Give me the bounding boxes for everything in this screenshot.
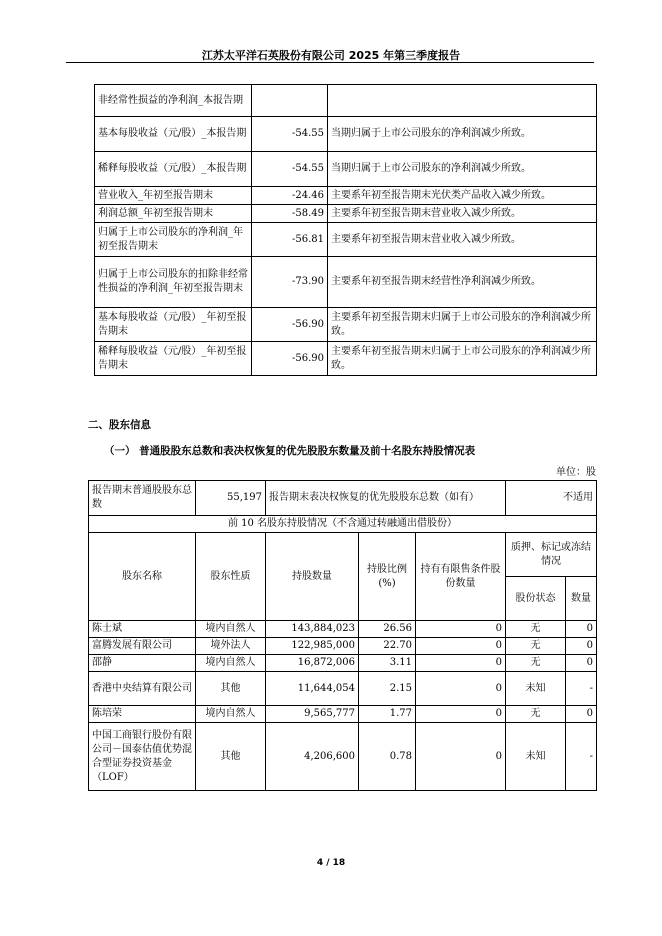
- table-row: [95, 117, 597, 152]
- table-row: [89, 638, 597, 655]
- holder-restricted: 0: [416, 723, 506, 791]
- holder-shares: 143,884,023: [266, 621, 359, 638]
- item-cell: 稀释每股收益（元/股）_年初至报告期末: [95, 342, 252, 376]
- table-row: [89, 621, 597, 638]
- table-row: [95, 223, 597, 257]
- table-row: [95, 85, 597, 117]
- reason-cell: 主要系年初至报告期末归属于上市公司股东的净利润减少所致。: [328, 308, 597, 342]
- shareholders-table: [88, 480, 597, 791]
- holder-restricted: 0: [416, 638, 506, 655]
- holder-ratio: 0.78: [359, 723, 416, 791]
- holder-name: 中国工商银行股份有限公司－国泰估值优势混合型证券投资基金（LOF）: [89, 723, 196, 791]
- value-cell: -54.55: [252, 117, 328, 152]
- holder-shares: 11,644,054: [266, 672, 359, 706]
- holder-type: 境内自然人: [196, 706, 266, 723]
- top10-title-row: [89, 516, 597, 533]
- holder-status: 未知: [506, 672, 566, 706]
- item-cell: 归属于上市公司股东的净利润_年初至报告期末: [95, 223, 252, 257]
- holder-ratio: 26.56: [359, 621, 416, 638]
- holder-ratio: 2.15: [359, 672, 416, 706]
- item-cell: 营业收入_年初至报告期末: [95, 187, 252, 205]
- reason-cell: 主要系年初至报告期末光伏类产品收入减少所致。: [328, 187, 597, 205]
- holder-status: 无: [506, 621, 566, 638]
- col-header-status: 股份状态: [506, 577, 566, 621]
- col-header-qty: 数量: [566, 577, 597, 621]
- item-cell: 基本每股收益（元/股）_本报告期: [95, 117, 252, 152]
- table-row: [89, 672, 597, 706]
- table-row: [89, 723, 597, 791]
- item-cell: 非经常性损益的净利润_本报告期: [95, 85, 252, 117]
- table-row: [89, 706, 597, 723]
- holder-name: 陈士斌: [89, 621, 196, 638]
- holder-name: 香港中央结算有限公司: [89, 672, 196, 706]
- holder-name: 陈培荣: [89, 706, 196, 723]
- holder-type: 境内自然人: [196, 655, 266, 672]
- reason-cell: 主要系年初至报告期末归属于上市公司股东的净利润减少所致。: [328, 342, 597, 376]
- table-row: [95, 257, 597, 308]
- holder-type: 境内自然人: [196, 621, 266, 638]
- holder-restricted: 0: [416, 621, 506, 638]
- value-cell: -73.90: [252, 257, 328, 308]
- col-header-type: 股东性质: [196, 533, 266, 621]
- col-header-restricted: 持有有限售条件股份数量: [416, 533, 506, 621]
- top10-title: 前 10 名股东持股情况（不含通过转融通出借股份）: [89, 516, 597, 533]
- value-cell: -54.55: [252, 152, 328, 187]
- value-cell: -58.49: [252, 205, 328, 223]
- item-cell: 基本每股收益（元/股）_年初至报告期末: [95, 308, 252, 342]
- reason-cell: 当期归属于上市公司股东的净利润减少所致。: [328, 117, 597, 152]
- value-cell: -24.46: [252, 187, 328, 205]
- holder-qty: 0: [566, 655, 597, 672]
- value-cell: -56.90: [252, 308, 328, 342]
- col-header-shares: 持股数量: [266, 533, 359, 621]
- reason-cell: 主要系年初至报告期末营业收入减少所致。: [328, 223, 597, 257]
- col-header-pledge: 质押、标记或冻结情况: [506, 533, 597, 577]
- holder-qty: -: [566, 723, 597, 791]
- col-header-ratio: 持股比例(%): [359, 533, 416, 621]
- total-holders-value: 55,197: [196, 481, 266, 516]
- holder-status: 无: [506, 655, 566, 672]
- holder-status: 未知: [506, 723, 566, 791]
- holder-status: 无: [506, 706, 566, 723]
- total-holders-label: 报告期末普通股股东总数: [89, 481, 196, 516]
- holder-restricted: 0: [416, 706, 506, 723]
- table-row: [95, 342, 597, 376]
- reason-cell: 当期归属于上市公司股东的净利润减少所致。: [328, 152, 597, 187]
- col-header-name: 股东名称: [89, 533, 196, 621]
- unit-label: 单位：股: [556, 467, 596, 478]
- holder-ratio: 3.11: [359, 655, 416, 672]
- table-row: [89, 655, 597, 672]
- header-divider: [66, 62, 594, 63]
- holder-name: 富腾发展有限公司: [89, 638, 196, 655]
- holder-type: 其他: [196, 723, 266, 791]
- item-cell: 归属于上市公司股东的扣除非经常性损益的净利润_年初至报告期末: [95, 257, 252, 308]
- holder-status: 无: [506, 638, 566, 655]
- table-row: [95, 152, 597, 187]
- section-subtitle: （一） 普通股股东总数和表决权恢复的优先股股东数量及前十名股东持股情况表: [104, 445, 476, 457]
- holder-ratio: 22.70: [359, 638, 416, 655]
- holder-qty: -: [566, 672, 597, 706]
- table-row: [95, 205, 597, 223]
- holder-restricted: 0: [416, 655, 506, 672]
- page-number: 4 / 18: [316, 858, 346, 868]
- holder-shares: 4,206,600: [266, 723, 359, 791]
- holder-type: 其他: [196, 672, 266, 706]
- header-row: [89, 533, 597, 577]
- pref-holders-label: 报告期末表决权恢复的优先股股东总数（如有）: [266, 481, 506, 516]
- holder-restricted: 0: [416, 672, 506, 706]
- holder-shares: 122,985,000: [266, 638, 359, 655]
- value-cell: [252, 85, 328, 117]
- holder-shares: 9,565,777: [266, 706, 359, 723]
- reason-cell: 主要系年初至报告期末经营性净利润减少所致。: [328, 257, 597, 308]
- holder-qty: 0: [566, 621, 597, 638]
- change-reasons-table: [94, 84, 597, 376]
- holder-name: 邵静: [89, 655, 196, 672]
- value-cell: -56.81: [252, 223, 328, 257]
- item-cell: 稀释每股收益（元/股）_本报告期: [95, 152, 252, 187]
- pref-holders-value: 不适用: [506, 481, 597, 516]
- holder-qty: 0: [566, 638, 597, 655]
- reason-cell: [328, 85, 597, 117]
- summary-row: [89, 481, 597, 516]
- holder-type: 境外法人: [196, 638, 266, 655]
- table-row: [95, 308, 597, 342]
- table-row: [95, 187, 597, 205]
- item-cell: 利润总额_年初至报告期末: [95, 205, 252, 223]
- holder-shares: 16,872,006: [266, 655, 359, 672]
- section-title: 二、股东信息: [88, 419, 151, 431]
- page-header-title: 江苏太平洋石英股份有限公司 2025 年第三季度报告: [201, 49, 461, 62]
- holder-ratio: 1.77: [359, 706, 416, 723]
- holder-qty: 0: [566, 706, 597, 723]
- value-cell: -56.90: [252, 342, 328, 376]
- reason-cell: 主要系年初至报告期末营业收入减少所致。: [328, 205, 597, 223]
